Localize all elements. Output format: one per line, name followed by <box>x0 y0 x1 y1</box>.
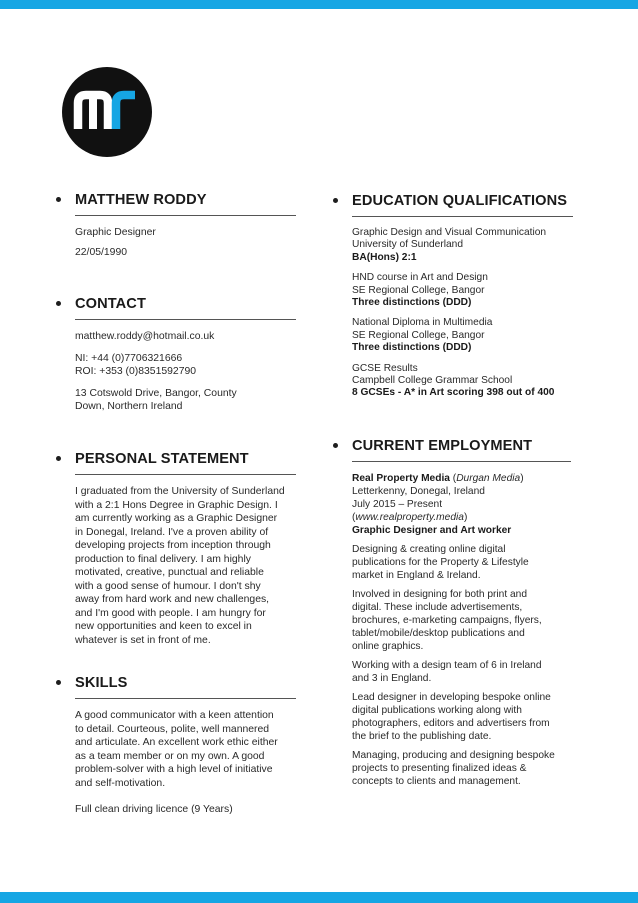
statement-text <box>75 485 296 647</box>
divider <box>75 698 296 699</box>
duty-paragraph <box>352 543 571 582</box>
education-entry <box>352 363 573 400</box>
statement-line: production to final delivery. I am highly <box>75 553 251 565</box>
profile-section <box>56 190 296 259</box>
company-line: Real Property Media (Durgan Media) <box>352 473 524 484</box>
education-line: Campbell College Grammar School <box>352 375 513 387</box>
duty-line: market in England & Ireland. <box>352 570 481 581</box>
licence-text: Full clean driving licence (9 Years) <box>75 804 233 815</box>
skills-section <box>56 673 296 817</box>
education-result: Three distinctions (DDD) <box>352 342 472 354</box>
position-title: Graphic Designer and Art worker <box>352 525 512 536</box>
website-link[interactable]: www.realproperty.media <box>355 512 464 523</box>
bullet-icon <box>56 197 61 202</box>
duty-line: projects to presenting finalized ideas & <box>352 763 527 774</box>
duty-line: brochures, e-marketing campaigns, flyers, <box>352 615 542 626</box>
duty-line: Lead designer in developing bespoke online <box>352 692 551 703</box>
duty-line: online graphics. <box>352 641 424 652</box>
education-line: SE Regional College, Bangor <box>352 329 485 341</box>
statement-line: away from hard work and new challenges, <box>75 594 270 605</box>
employment-section <box>333 436 571 788</box>
divider <box>75 319 296 320</box>
phone-roi-text: ROI: +353 (0)8351592790 <box>75 366 197 377</box>
contact-section <box>56 294 296 414</box>
duty-line: publications for the Property & Lifestyle <box>352 557 529 568</box>
duty-line: photographers, editors and advertisers from <box>352 718 550 729</box>
statement-line: I graduated from the University of Sunderland <box>75 486 285 497</box>
statement-line: developing projects from inception through <box>75 540 271 551</box>
duty-line: digital publications working along with <box>352 705 522 716</box>
statement-line: with a 2:1 Hons Degree in Graphic Design. I <box>75 499 278 511</box>
duty-paragraph <box>352 588 571 653</box>
statement-line: new opportunities and keen to excel in <box>75 621 252 632</box>
monogram-logo <box>62 67 152 157</box>
education-line: SE Regional College, Bangor <box>352 284 485 296</box>
top-accent-bar <box>0 0 638 9</box>
duty-paragraph <box>352 691 571 743</box>
divider <box>75 474 296 475</box>
phone-ni-text: NI: +44 (0)7706321666 <box>75 352 183 364</box>
education-entry <box>352 272 573 309</box>
dates-text: July 2015 – Present <box>352 499 443 510</box>
duty-line: Managing, producing and designing bespoke <box>352 750 555 761</box>
divider <box>75 215 296 216</box>
education-line: University of Sunderland <box>352 239 463 251</box>
statement-line: whatever is set in front of me. <box>75 634 211 646</box>
education-result: 8 GCSEs - A* in Art scoring 398 out of 400 <box>352 387 555 399</box>
duty-line: Working with a design team of 6 in Ireland <box>352 660 542 671</box>
statement-line: motivated, creative, punctual and reliable <box>75 567 264 578</box>
location-text: Letterkenny, Donegal, Ireland <box>352 486 485 497</box>
website-line: (www.realproperty.media) <box>352 512 468 523</box>
duty-paragraph <box>352 659 571 685</box>
company-alias: Durgan Media <box>456 473 521 484</box>
company-name: Real Property Media <box>352 473 450 484</box>
duty-line: the brief to the publishing date. <box>352 731 492 742</box>
statement-line: in Donegal, Ireland. I've a proven ability of <box>75 526 269 538</box>
duty-paragraph <box>352 749 571 788</box>
statement-line: am currently working as a Graphic Designer <box>75 513 278 524</box>
duty-line: concepts to clients and management. <box>352 776 521 787</box>
education-result: BA(Hons) 2:1 <box>352 251 417 263</box>
contact-heading: CONTACT <box>75 296 146 312</box>
skills-text <box>75 709 296 817</box>
skills-line: problem-solver with a high level of initiative <box>75 764 273 775</box>
education-entry <box>352 227 573 264</box>
statement-heading: PERSONAL STATEMENT <box>75 451 249 467</box>
skills-line: A good communicator with a keen attention <box>75 710 274 721</box>
skills-heading: SKILLS <box>75 675 128 691</box>
education-section <box>333 191 573 400</box>
bullet-icon <box>56 680 61 685</box>
dob-text: 22/05/1990 <box>75 246 128 258</box>
bullet-icon <box>56 456 61 461</box>
education-line: HND course in Art and Design <box>352 272 488 284</box>
duty-line: and 3 in England. <box>352 673 432 684</box>
skills-line: as a team member or on my own. A good <box>75 750 265 762</box>
name-heading: MATTHEW RODDY <box>75 192 207 208</box>
bullet-icon <box>333 443 338 448</box>
statement-line: with a good sense of humour. I don't shy <box>75 580 261 592</box>
personal-statement-section <box>56 449 296 647</box>
divider <box>352 461 571 462</box>
bottom-accent-bar <box>0 892 638 903</box>
duty-line: tablet/mobile/desktop publications and <box>352 628 525 639</box>
duty-line: Involved in designing for both print and <box>352 589 528 600</box>
divider <box>352 216 573 217</box>
email-text: matthew.roddy@hotmail.co.uk <box>75 331 215 342</box>
skills-line: and self-motivation. <box>75 777 166 789</box>
education-line: National Diploma in Multimedia <box>352 317 493 329</box>
role-text: Graphic Designer <box>75 227 156 238</box>
statement-line: and I'm good with people. I am hungry for <box>75 607 266 619</box>
address-line1: 13 Cotswold Drive, Bangor, County <box>75 387 237 399</box>
education-line: GCSE Results <box>352 362 418 374</box>
education-heading: EDUCATION QUALIFICATIONS <box>352 193 568 209</box>
duty-line: Designing & creating online digital <box>352 544 506 555</box>
duty-line: digital. These include advertisements, <box>352 602 523 613</box>
bullet-icon <box>56 301 61 306</box>
skills-line: and articulate. An excellent work ethic either <box>75 737 278 748</box>
education-line: Graphic Design and Visual Communication <box>352 227 547 238</box>
address-line2: Down, Northern Ireland <box>75 401 183 412</box>
education-result: Three distinctions (DDD) <box>352 297 472 309</box>
employment-heading: CURRENT EMPLOYMENT <box>352 438 533 454</box>
bullet-icon <box>333 198 338 203</box>
skills-line: to detail. Courteous, polite, well mannered <box>75 723 270 735</box>
education-entry <box>352 317 573 354</box>
